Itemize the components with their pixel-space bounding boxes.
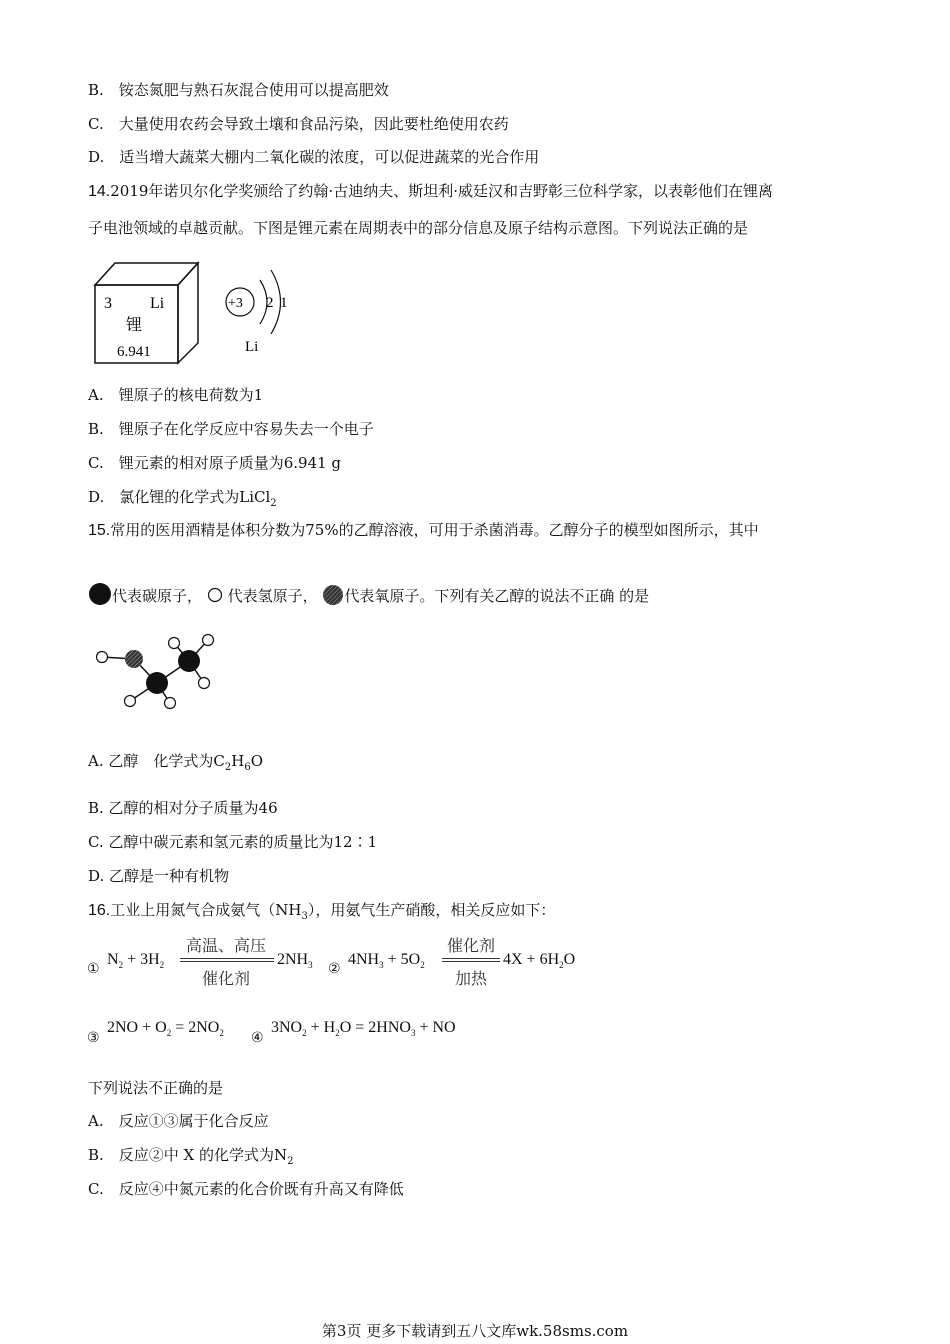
legend-oxygen-text: 代表氧原子。下列有关乙醇的说法不正确 的是 [344,587,650,605]
q13-option-b: B. 铵态氮肥与熟石灰混合使用可以提高肥效 [88,81,389,99]
q15-option-a [88,751,263,778]
q15-stem-text1: 常用的医用酒精是体积分数为75%的乙醇溶液，可用于杀菌消毒。乙醇分子的模型如图所示，其中 [110,521,759,539]
element-name: 锂 [126,315,143,334]
reaction2-condition-top: 催化剂 [446,936,495,955]
page-footer: 第3页 更多下载请到五八文库wk.58sms.com [321,1322,629,1340]
ethanol-c-atom [178,650,200,672]
q15-option-a-h: H [231,752,245,770]
q15-stem-line1 [88,520,759,541]
atom-nucleus: +3 [228,296,243,311]
reaction1-products: $2NH_3$ [277,951,313,971]
reaction1-equals-sign [180,958,274,962]
lithium-figure [90,255,310,370]
ethanol-c-atom [146,672,168,694]
q15-legend-line [88,582,649,606]
reaction4-equation: $3NO_2 + H_2O = 2HNO_3$ + NO [271,1019,456,1039]
element-symbol: Li [150,295,165,312]
q16-option-c: C. 反应④中氮元素的化合价既有升高又有降低 [88,1180,404,1198]
legend-carbon-text: 代表碳原子， [112,587,203,605]
atom-shell2: 1 [280,295,288,311]
reaction1-reactants: $N_2 + 3H_2$ [107,951,165,971]
q14-option-d-sub: 2 [270,498,277,509]
ethanol-o-atom [125,650,143,668]
q15-option-a-sub1: 2 [224,762,232,773]
ethanol-h-atom [203,635,214,646]
q14-stem-text1: 2019年诺贝尔化学奖颁给了约翰·古迪纳夫、斯坦利·威廷汉和吉野彰三位科学家，以表彰他们在锂离 [110,182,773,200]
q14-option-d-text: D. 氯化锂的化学式为LiCl [88,488,271,506]
element-number: 3 [104,295,112,312]
q16-option-a: A. 反应①③属于化合反应 [88,1112,269,1130]
q13-option-c: C. 大量使用农药会导致土壤和食品污染，因此要杜绝使用农药 [88,115,509,133]
element-mass: 6.941 [117,344,151,360]
ethanol-h-atom [97,652,108,663]
q16-option-b-text: B. 反应②中 X 的化学式为N [88,1146,288,1164]
carbon-atom-icon [88,582,112,606]
q14-option-d [88,487,277,514]
ethanol-molecule-model [90,630,220,715]
q14-option-c: C. 锂元素的相对原子质量为6.941 g [88,454,342,472]
q16-stem [88,900,555,927]
q14-number: 14. [88,183,111,200]
reaction2-mark: ② [328,961,341,977]
ethanol-h-atom [125,696,136,707]
legend-hydrogen-text: 代表氢原子， [227,587,318,605]
hydrogen-atom-icon [207,587,223,603]
reaction2-condition-bottom: 加热 [454,969,487,988]
reaction1-condition-top: 高温、高压 [185,936,266,955]
q16-stem-text: 工业上用氮气合成氨气（NH [110,901,302,919]
q13-option-d: D. 适当增大蔬菜大棚内二氧化碳的浓度，可以促进蔬菜的光合作用 [88,148,540,166]
reaction1-mark: ① [87,961,100,977]
oxygen-atom-icon [322,584,344,606]
reaction2-products: $4X + 6H_2O$ [503,951,576,971]
atom-shell1: 2 [266,295,274,311]
q16-stem-text2: ），用氨气生产硝酸，相关反应如下： [307,901,556,919]
q15-option-c: C. 乙醇中碳元素和氢元素的质量比为12∶1 [88,833,378,851]
q15-option-a-sub2: 6 [244,762,251,773]
reaction3-mark: ③ [87,1030,100,1046]
q15-number: 15. [88,522,111,539]
q16-option-b-sub: 2 [287,1156,294,1167]
q15-option-a-text: A. 乙醇 化学式为C [88,752,225,770]
reaction2-equals-sign [442,958,500,962]
q16-question: 下列说法不正确的是 [88,1079,224,1097]
q15-option-a-o: O [250,752,264,770]
q16-option-b [88,1145,294,1172]
ethanol-h-atom [199,678,210,689]
q14-option-b: B. 锂原子在化学反应中容易失去一个电子 [88,420,374,438]
ethanol-h-atom [169,638,180,649]
reaction4-mark: ④ [251,1030,264,1046]
q14-stem-line1 [88,181,773,202]
reaction1-condition-bottom: 催化剂 [201,969,250,988]
q15-option-b: B. 乙醇的相对分子质量为46 [88,799,278,817]
q16-number: 16. [88,902,111,919]
atom-label: Li [245,339,259,355]
reaction3-equation: $2NO + O_2 = 2NO_2$ [107,1019,224,1039]
q15-option-d: D. 乙醇是一种有机物 [88,867,230,885]
q14-stem-line2: 子电池领域的卓越贡献。下图是锂元素在周期表中的部分信息及原子结构示意图。下列说法正确的是 [88,219,749,237]
q16-stem-sub: 3 [301,911,308,922]
ethanol-h-atom [165,698,176,709]
q14-option-a: A. 锂原子的核电荷数为1 [88,386,264,404]
reaction2-reactants: $4NH_3 + 5O_2$ [348,951,425,971]
